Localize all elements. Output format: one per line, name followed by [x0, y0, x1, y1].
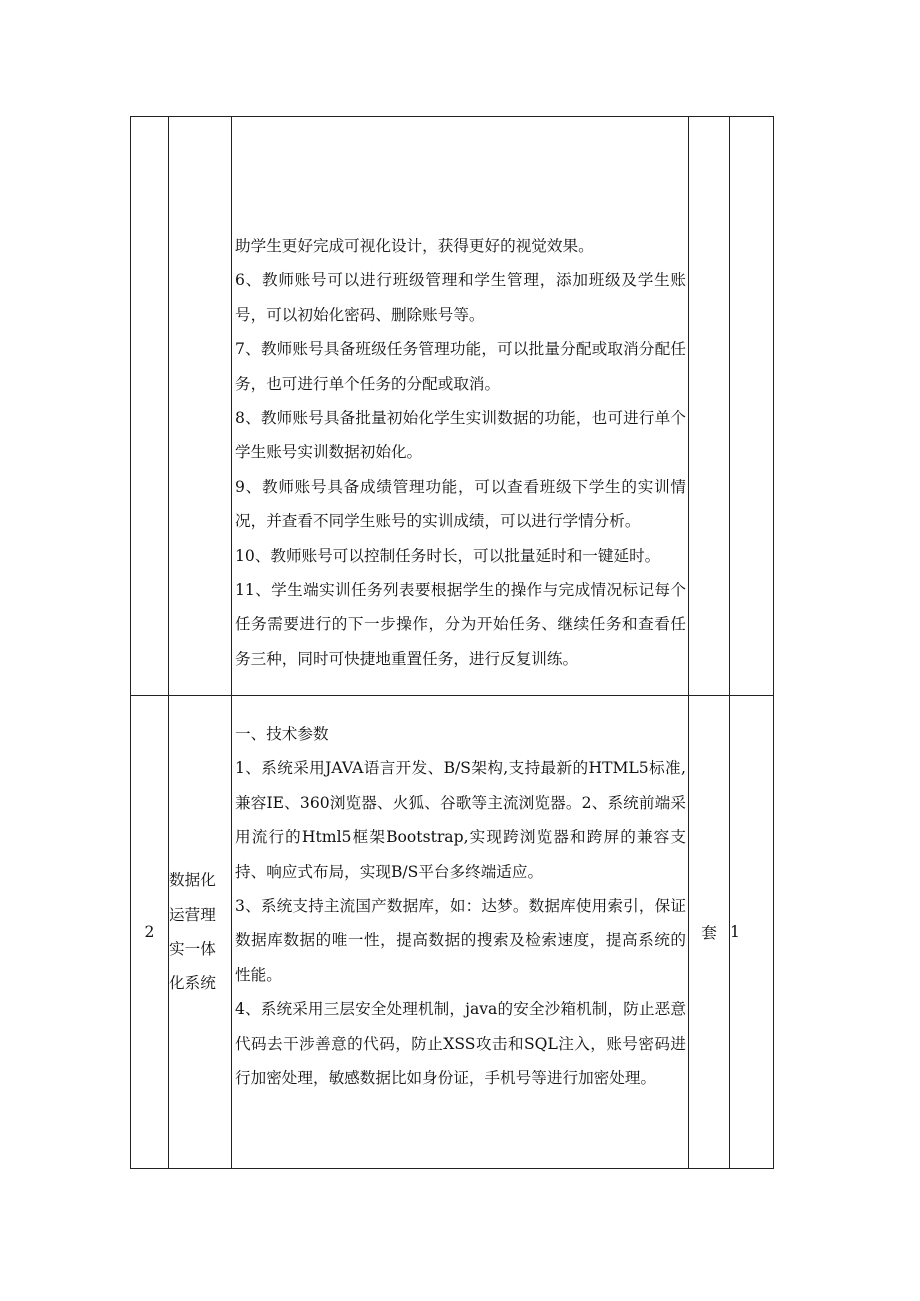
spec-content [232, 117, 688, 676]
quantity-cell [730, 117, 774, 696]
quantity-cell: 1 [730, 696, 774, 1169]
unit-cell: 套 [689, 696, 730, 1169]
spec-cell [232, 696, 689, 1169]
spec-content [232, 696, 688, 1095]
spec-paragraph: 6、教师账号可以进行班级管理和学生管理，添加班级及学生账号，可以初始化密码、删除账号等。 [235, 271, 686, 324]
row-index-cell [131, 117, 169, 696]
spec-paragraph: 9、教师账号具备成绩管理功能，可以查看班级下学生的实训情况，并查看不同学生账号的实训成绩，可以进行学情分析。 [235, 477, 686, 531]
product-name-line: 数据化 [169, 871, 216, 890]
spec-table [130, 116, 774, 1169]
spec-paragraph: 3、系统支持主流国产数据库，如：达梦。数据库使用索引，保证数据库数据的唯一性，提高数据的搜索及检索速度，提高系统的性能。 [235, 897, 686, 984]
spec-heading: 一、技术参数 [235, 725, 329, 743]
table-row [131, 117, 774, 696]
spec-paragraph: 8、教师账号具备批量初始化学生实训数据的功能，也可进行单个学生账号实训数据初始化。 [235, 409, 686, 462]
spec-paragraph: 10、教师账号可以控制任务时长，可以批量延时和一键延时。 [235, 546, 661, 565]
product-name-cell [169, 696, 232, 1169]
spec-paragraph: 7、教师账号具备班级任务管理功能，可以批量分配或取消分配任务，也可进行单个任务的分配或取消。 [235, 340, 686, 393]
product-name-line: 实一体 [169, 940, 216, 958]
product-name-cell [169, 117, 232, 696]
spec-paragraph: 4、系统采用三层安全处理机制，java的安全沙箱机制，防止恶意代码去干涉善意的代码，防止XSS攻击和SQL注入，账号密码进行加密处理，敏感数据比如身份证，手机号等进行加密处理。 [235, 1000, 686, 1088]
table-row [131, 696, 774, 1169]
row-index-cell: 2 [131, 696, 169, 1169]
spec-paragraph: 1、系统采用JAVA语言开发、B/S架构,支持最新的HTML5标准,兼容IE、360浏览器、火狐、谷歌等主流浏览器。2、系统前端采用流行的Html5框架Bootstrap,实现跨浏览器和跨屏的兼容支持、响应式布局，实现B/S平台多终端适应。 [235, 759, 686, 881]
product-name-line: 运营理 [169, 905, 216, 924]
spec-cell [232, 117, 689, 696]
unit-cell [689, 117, 730, 696]
product-name-line: 化系统 [169, 974, 216, 993]
spec-paragraph: 助学生更好完成可视化设计，获得更好的视觉效果。 [235, 237, 594, 255]
spec-paragraph: 11、学生端实训任务列表要根据学生的操作与完成情况标记每个任务需要进行的下一步操作，分为开始任务、继续任务和查看任务三种，同时可快捷地重置任务，进行反复训练。 [235, 581, 686, 668]
